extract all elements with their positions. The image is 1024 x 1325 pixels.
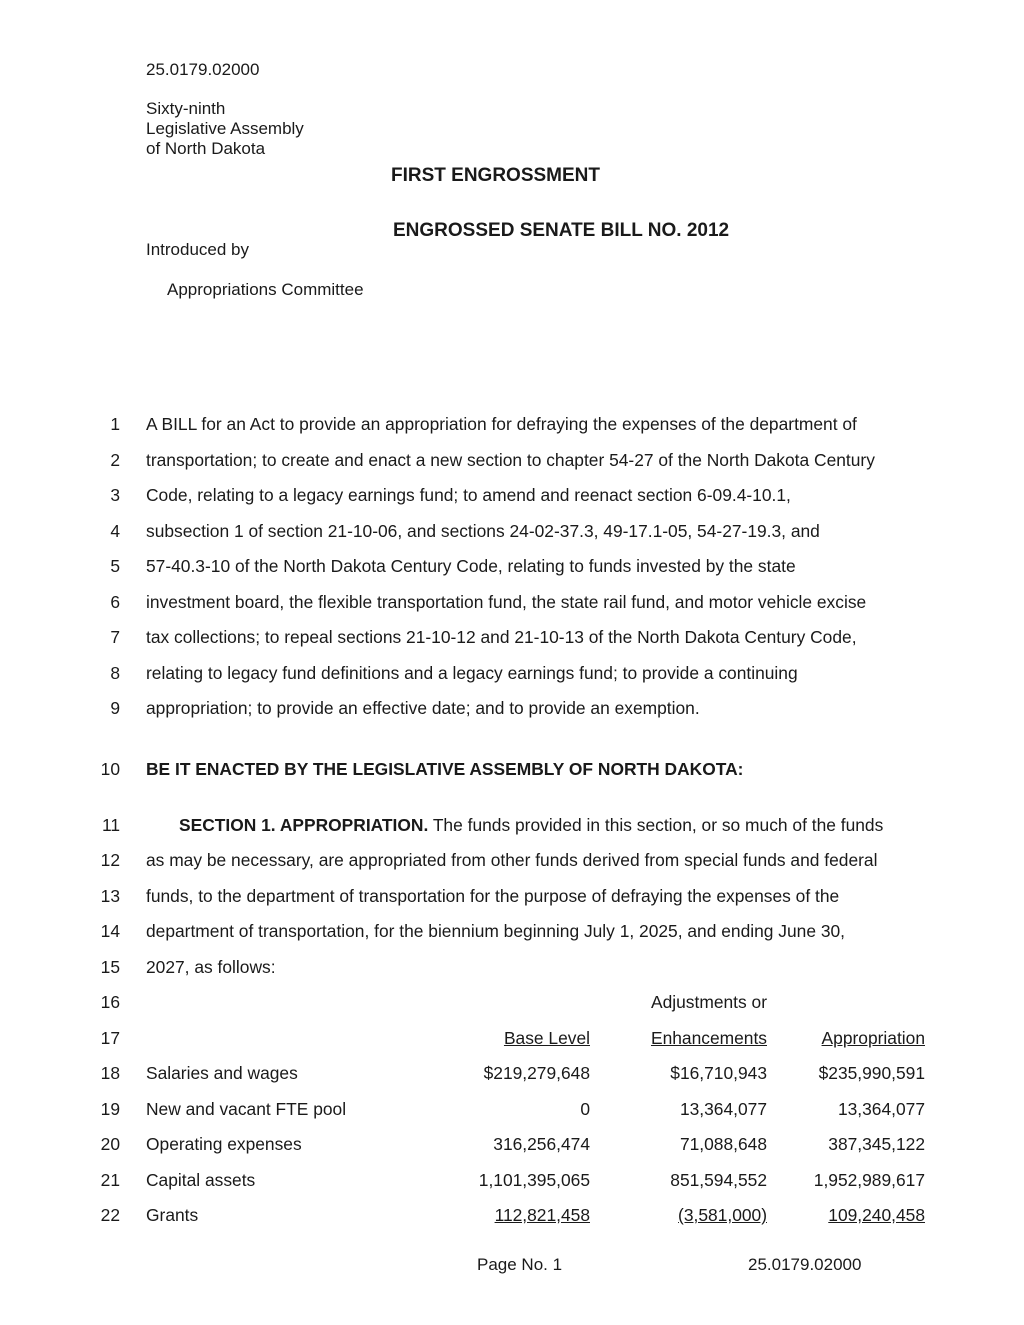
line-number: 2 [110, 450, 120, 470]
table-row [0, 1134, 1024, 1158]
line-text: A BILL for an Act to provide an appropriation for defraying the expenses of the department of [146, 414, 857, 434]
adjustment-value: 71,088,648 [679, 1134, 767, 1154]
appropriation-value: $235,990,591 [818, 1063, 925, 1083]
table-row [0, 1099, 1024, 1123]
section-line [179, 815, 883, 836]
line-number: 7 [110, 627, 120, 647]
table-row [0, 1205, 1024, 1229]
line-text: department of transportation, for the biennium beginning July 1, 2025, and ending June 30, [146, 921, 846, 941]
base-level-value: 316,256,474 [493, 1134, 590, 1154]
line-number: 17 [100, 1028, 120, 1048]
line-number: 19 [100, 1099, 120, 1119]
line-number: 11 [101, 815, 120, 835]
row-label: Grants [146, 1205, 199, 1225]
line-text: tax collections; to repeal sections 21-10-12 and 21-10-13 of the North Dakota Century Code, [146, 627, 857, 647]
appropriation-value: 109,240,458 [828, 1205, 925, 1225]
line-text: Code, relating to a legacy earnings fund; to amend and reenact section 6-09.4-10.1, [146, 485, 791, 505]
line-text: transportation; to create and enact a new section to chapter 54-27 of the North Dakota Century [146, 450, 875, 470]
line-number: 21 [100, 1170, 120, 1190]
section-heading: SECTION 1. APPROPRIATION. [179, 815, 429, 835]
line-number: 18 [100, 1063, 120, 1083]
table-row [0, 1170, 1024, 1194]
base-level-value: 112,821,458 [494, 1205, 590, 1225]
line-number: 4 [110, 521, 120, 541]
line-number: 20 [100, 1134, 120, 1154]
engrossment-heading: FIRST ENGROSSMENT [391, 165, 601, 186]
document-number: 25.0179.02000 [146, 60, 260, 79]
bill-title: ENGROSSED SENATE BILL NO. 2012 [393, 220, 730, 241]
line-number: 5 [110, 556, 120, 576]
line-number: 13 [100, 886, 120, 906]
base-level-value: 0 [580, 1099, 590, 1119]
assembly-line-1: Sixty-ninth [146, 99, 226, 118]
line-text: 2027, as follows: [146, 957, 276, 977]
line-number: 1 [110, 414, 120, 434]
line-number: 15 [100, 957, 120, 977]
row-label: New and vacant FTE pool [146, 1099, 347, 1119]
adjustment-value: (3,581,000) [678, 1205, 767, 1225]
line-number: 14 [100, 921, 120, 941]
row-label: Operating expenses [146, 1134, 302, 1154]
column-header-appropriation: Appropriation [821, 1028, 925, 1048]
line-number: 12 [100, 850, 120, 870]
line-number: 22 [100, 1205, 120, 1225]
appropriation-value: 387,345,122 [828, 1134, 925, 1154]
base-level-value: 1,101,395,065 [478, 1170, 590, 1190]
base-level-value: $219,279,648 [483, 1063, 590, 1083]
row-label: Salaries and wages [146, 1063, 298, 1083]
footer-document-number: 25.0179.02000 [748, 1255, 862, 1274]
line-text: relating to legacy fund definitions and a legacy earnings fund; to provide a continuing [146, 663, 798, 683]
line-text: appropriation; to provide an effective date; and to provide an exemption. [146, 698, 700, 718]
line-text: subsection 1 of section 21-10-06, and sections 24-02-37.3, 49-17.1-05, 54-27-19.3, and [146, 521, 820, 541]
enacting-clause: BE IT ENACTED BY THE LEGISLATIVE ASSEMBLY OF NORTH DAKOTA: [146, 759, 744, 779]
assembly-line-2: Legislative Assembly [146, 119, 304, 138]
page-number: Page No. 1 [477, 1255, 563, 1274]
line-number: 6 [110, 592, 120, 612]
table-header-row [0, 1028, 1024, 1052]
column-header-adjustments-top: Adjustments or [651, 992, 767, 1012]
adjustment-value: 851,594,552 [670, 1170, 767, 1190]
row-label: Capital assets [146, 1170, 256, 1190]
appropriation-value: 1,952,989,617 [813, 1170, 925, 1190]
appropriation-value: 13,364,077 [837, 1099, 925, 1119]
line-text: as may be necessary, are appropriated from other funds derived from special funds and federal [146, 850, 878, 870]
adjustment-value: $16,710,943 [670, 1063, 767, 1083]
line-text: The funds provided in this section, or so much of the funds [428, 815, 884, 835]
line-text: investment board, the flexible transportation fund, the state rail fund, and motor vehicle excise [146, 592, 867, 612]
table-row [0, 1063, 1024, 1087]
table-header-row [0, 992, 1024, 1016]
line-number: 10 [100, 759, 120, 779]
line-text: 57-40.3-10 of the North Dakota Century Code, relating to funds invested by the state [146, 556, 796, 576]
line-number: 3 [110, 485, 120, 505]
column-header-enhancements: Enhancements [650, 1028, 767, 1048]
line-number: 16 [100, 992, 120, 1012]
column-header-base-level: Base Level [503, 1028, 590, 1048]
introduced-by-label: Introduced by [146, 240, 250, 259]
sponsor: Appropriations Committee [167, 280, 364, 299]
assembly-line-3: of North Dakota [146, 139, 266, 158]
line-number: 8 [110, 663, 120, 683]
line-number: 9 [110, 698, 120, 718]
adjustment-value: 13,364,077 [679, 1099, 767, 1119]
line-text: funds, to the department of transportation for the purpose of defraying the expenses of the [146, 886, 840, 906]
